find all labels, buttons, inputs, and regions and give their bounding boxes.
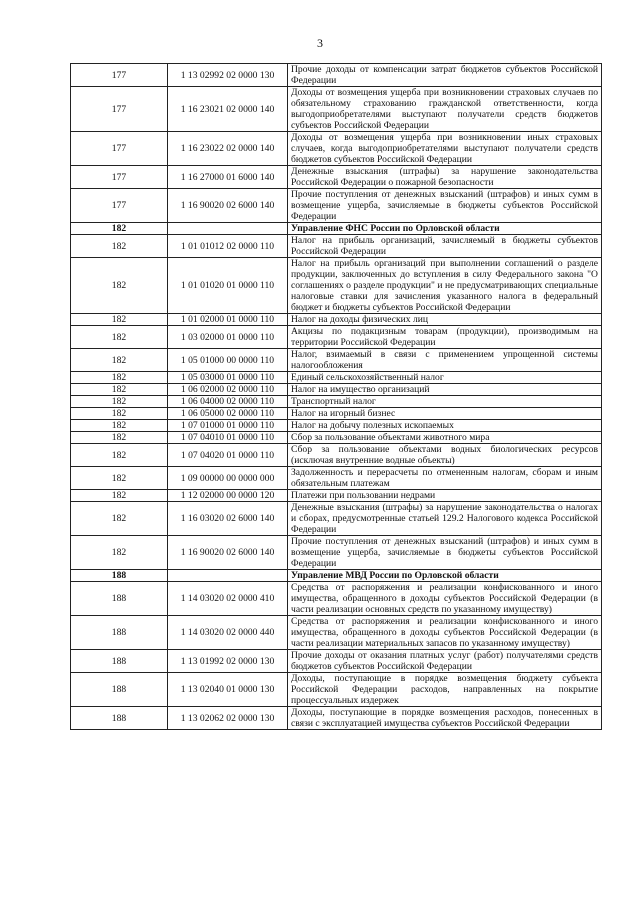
budget-code-cell: 1 07 01000 01 0000 110 [168,420,288,432]
table-row [71,314,602,326]
admin-code-cell: 182 [71,258,168,314]
admin-code-cell: 182 [71,467,168,490]
budget-code-cell: 1 13 02992 02 0000 130 [168,64,288,87]
table-row [71,673,602,707]
budget-code-cell [168,570,288,582]
admin-code-cell: 182 [71,408,168,420]
budget-code-cell: 1 06 05000 02 0000 110 [168,408,288,420]
budget-code-cell: 1 03 02000 01 0000 110 [168,326,288,349]
revenue-name-cell: Средства от распоряжения и реализации конфискованного и иного имущества, обращенного в доходы субъектов Российской Федерации (в части реализации основных средств по указанному имуществу) [288,582,602,616]
admin-code-cell: 182 [71,223,168,235]
revenue-name-cell: Прочие доходы от оказания платных услуг (работ) получателями средств бюджетов субъектов Российской Федерации [288,650,602,673]
admin-code-cell: 182 [71,396,168,408]
revenue-name-cell: Налог на добычу полезных ископаемых [288,420,602,432]
budget-code-cell: 1 16 23022 02 0000 140 [168,132,288,166]
admin-code-cell: 182 [71,384,168,396]
admin-code-cell: 182 [71,349,168,372]
budget-code-cell: 1 09 00000 00 0000 000 [168,467,288,490]
budget-code-cell: 1 06 02000 02 0000 110 [168,384,288,396]
revenue-name-cell: Доходы, поступающие в порядке возмещения расходов, понесенных в связи с эксплуатацией имущества субъектов Российской Федерации [288,707,602,730]
table-row [71,326,602,349]
budget-code-cell [168,223,288,235]
admin-code-cell: 177 [71,189,168,223]
revenue-name-cell: Сбор за пользование объектами водных биологических ресурсов (исключая внутренние водные объекты) [288,444,602,467]
admin-code-cell: 182 [71,490,168,502]
table-row [71,396,602,408]
revenue-name-cell: Транспортный налог [288,396,602,408]
revenue-name-cell: Прочие поступления от денежных взысканий (штрафов) и иных сумм в возмещение ущерба, зачисляемые в бюджеты субъектов Российской Федерации [288,536,602,570]
admin-code-cell: 182 [71,326,168,349]
page-number: 3 [317,36,323,50]
revenue-name-cell: Налог на прибыль организаций при выполнении соглашений о разделе продукции, заключенных до вступления в силу Федерального закона "О соглашениях о разделе продукции" и не предусматривающих специальные налоговые ставки для зачисления указанного налога в федеральный бюджет и бюджеты субъектов Российской Федерации [288,258,602,314]
table-row [71,490,602,502]
revenue-name-cell: Акцизы по подакцизным товарам (продукции), производимым на территории Российской Федерации [288,326,602,349]
budget-code-cell: 1 05 01000 00 0000 110 [168,349,288,372]
revenue-name-cell: Управление ФНС России по Орловской области [288,223,602,235]
table-row [71,132,602,166]
table-row [71,616,602,650]
admin-code-cell: 182 [71,372,168,384]
revenue-name-cell: Налог, взимаемый в связи с применением упрощенной системы налогообложения [288,349,602,372]
admin-code-cell: 177 [71,87,168,132]
admin-code-cell: 177 [71,64,168,87]
table-row [71,420,602,432]
budget-code-cell: 1 01 01012 02 0000 110 [168,235,288,258]
table-row [71,64,602,87]
table-row [71,444,602,467]
table-row [71,384,602,396]
table-row [71,166,602,189]
admin-code-cell: 177 [71,132,168,166]
revenue-name-cell: Доходы от возмещения ущерба при возникновении страховых случаев по обязательному страхованию гражданской ответственности, когда выгодоприобретателями выступают получатели средств бюджетов субъектов Российской Федерации [288,87,602,132]
revenue-name-cell: Управление МВД России по Орловской области [288,570,602,582]
table-body [71,64,602,730]
admin-code-cell: 188 [71,650,168,673]
table-row [71,467,602,490]
admin-code-cell: 182 [71,420,168,432]
admin-code-cell: 182 [71,235,168,258]
table-row [71,87,602,132]
admin-code-cell: 182 [71,536,168,570]
budget-code-cell: 1 16 03020 02 6000 140 [168,502,288,536]
admin-code-cell: 188 [71,582,168,616]
budget-code-cell: 1 16 90020 02 6000 140 [168,536,288,570]
admin-code-cell: 182 [71,444,168,467]
table-row [71,432,602,444]
table-row [71,408,602,420]
budget-code-cell: 1 01 01020 01 0000 110 [168,258,288,314]
section-header-row [71,570,602,582]
admin-code-cell: 188 [71,570,168,582]
revenue-name-cell: Единый сельскохозяйственный налог [288,372,602,384]
admin-code-cell: 188 [71,707,168,730]
budget-code-cell: 1 07 04010 01 0000 110 [168,432,288,444]
table-row [71,372,602,384]
table-row [71,235,602,258]
table-row [71,707,602,730]
admin-code-cell: 182 [71,314,168,326]
revenue-name-cell: Доходы, поступающие в порядке возмещения бюджету субъекта Российской Федерации расходов, направленных на покрытие процессуальных издержек [288,673,602,707]
admin-code-cell: 177 [71,166,168,189]
revenue-name-cell: Доходы от возмещения ущерба при возникновении иных страховых случаев, когда выгодоприобретателями выступают получатели средств бюджетов субъектов Российской Федерации [288,132,602,166]
revenue-name-cell: Налог на игорный бизнес [288,408,602,420]
budget-code-cell: 1 06 04000 02 0000 110 [168,396,288,408]
budget-code-cell: 1 12 02000 00 0000 120 [168,490,288,502]
budget-code-cell: 1 01 02000 01 0000 110 [168,314,288,326]
budget-code-cell: 1 16 90020 02 6000 140 [168,189,288,223]
revenue-name-cell: Денежные взыскания (штрафы) за нарушение законодательства Российской Федерации о пожарной безопасности [288,166,602,189]
revenue-name-cell: Сбор за пользование объектами животного мира [288,432,602,444]
revenue-name-cell: Средства от распоряжения и реализации конфискованного и иного имущества, обращенного в доходы субъектов Российской Федерации (в части реализации материальных запасов по указанному имуществу) [288,616,602,650]
table-row [71,189,602,223]
table-row [71,258,602,314]
revenue-codes-table [70,63,602,730]
budget-code-cell: 1 13 02062 02 0000 130 [168,707,288,730]
admin-code-cell: 188 [71,616,168,650]
budget-code-cell: 1 13 01992 02 0000 130 [168,650,288,673]
admin-code-cell: 182 [71,432,168,444]
admin-code-cell: 188 [71,673,168,707]
revenue-name-cell: Прочие доходы от компенсации затрат бюджетов субъектов Российской Федерации [288,64,602,87]
revenue-name-cell: Налог на доходы физических лиц [288,314,602,326]
revenue-name-cell: Задолженность и перерасчеты по отмененным налогам, сборам и иным обязательным платежам [288,467,602,490]
budget-code-cell: 1 14 03020 02 0000 410 [168,582,288,616]
budget-code-cell: 1 16 23021 02 0000 140 [168,87,288,132]
revenue-name-cell: Налог на прибыль организаций, зачисляемый в бюджеты субъектов Российской Федерации [288,235,602,258]
table-row [71,536,602,570]
table-row [71,582,602,616]
admin-code-cell: 182 [71,502,168,536]
budget-code-cell: 1 16 27000 01 6000 140 [168,166,288,189]
budget-code-cell: 1 07 04020 01 0000 110 [168,444,288,467]
revenue-name-cell: Прочие поступления от денежных взысканий (штрафов) и иных сумм в возмещение ущерба, зачисляемые в бюджеты субъектов Российской Федерации [288,189,602,223]
revenue-name-cell: Денежные взыскания (штрафы) за нарушение законодательства о налогах и сборах, предусмотренные статьей 129.2 Налогового кодекса Российской Федерации [288,502,602,536]
budget-code-cell: 1 05 03000 01 0000 110 [168,372,288,384]
revenue-name-cell: Налог на имущество организаций [288,384,602,396]
budget-code-cell: 1 14 03020 02 0000 440 [168,616,288,650]
section-header-row [71,223,602,235]
table-row [71,650,602,673]
table-row [71,502,602,536]
revenue-name-cell: Платежи при пользовании недрами [288,490,602,502]
table-row [71,349,602,372]
budget-code-cell: 1 13 02040 01 0000 130 [168,673,288,707]
